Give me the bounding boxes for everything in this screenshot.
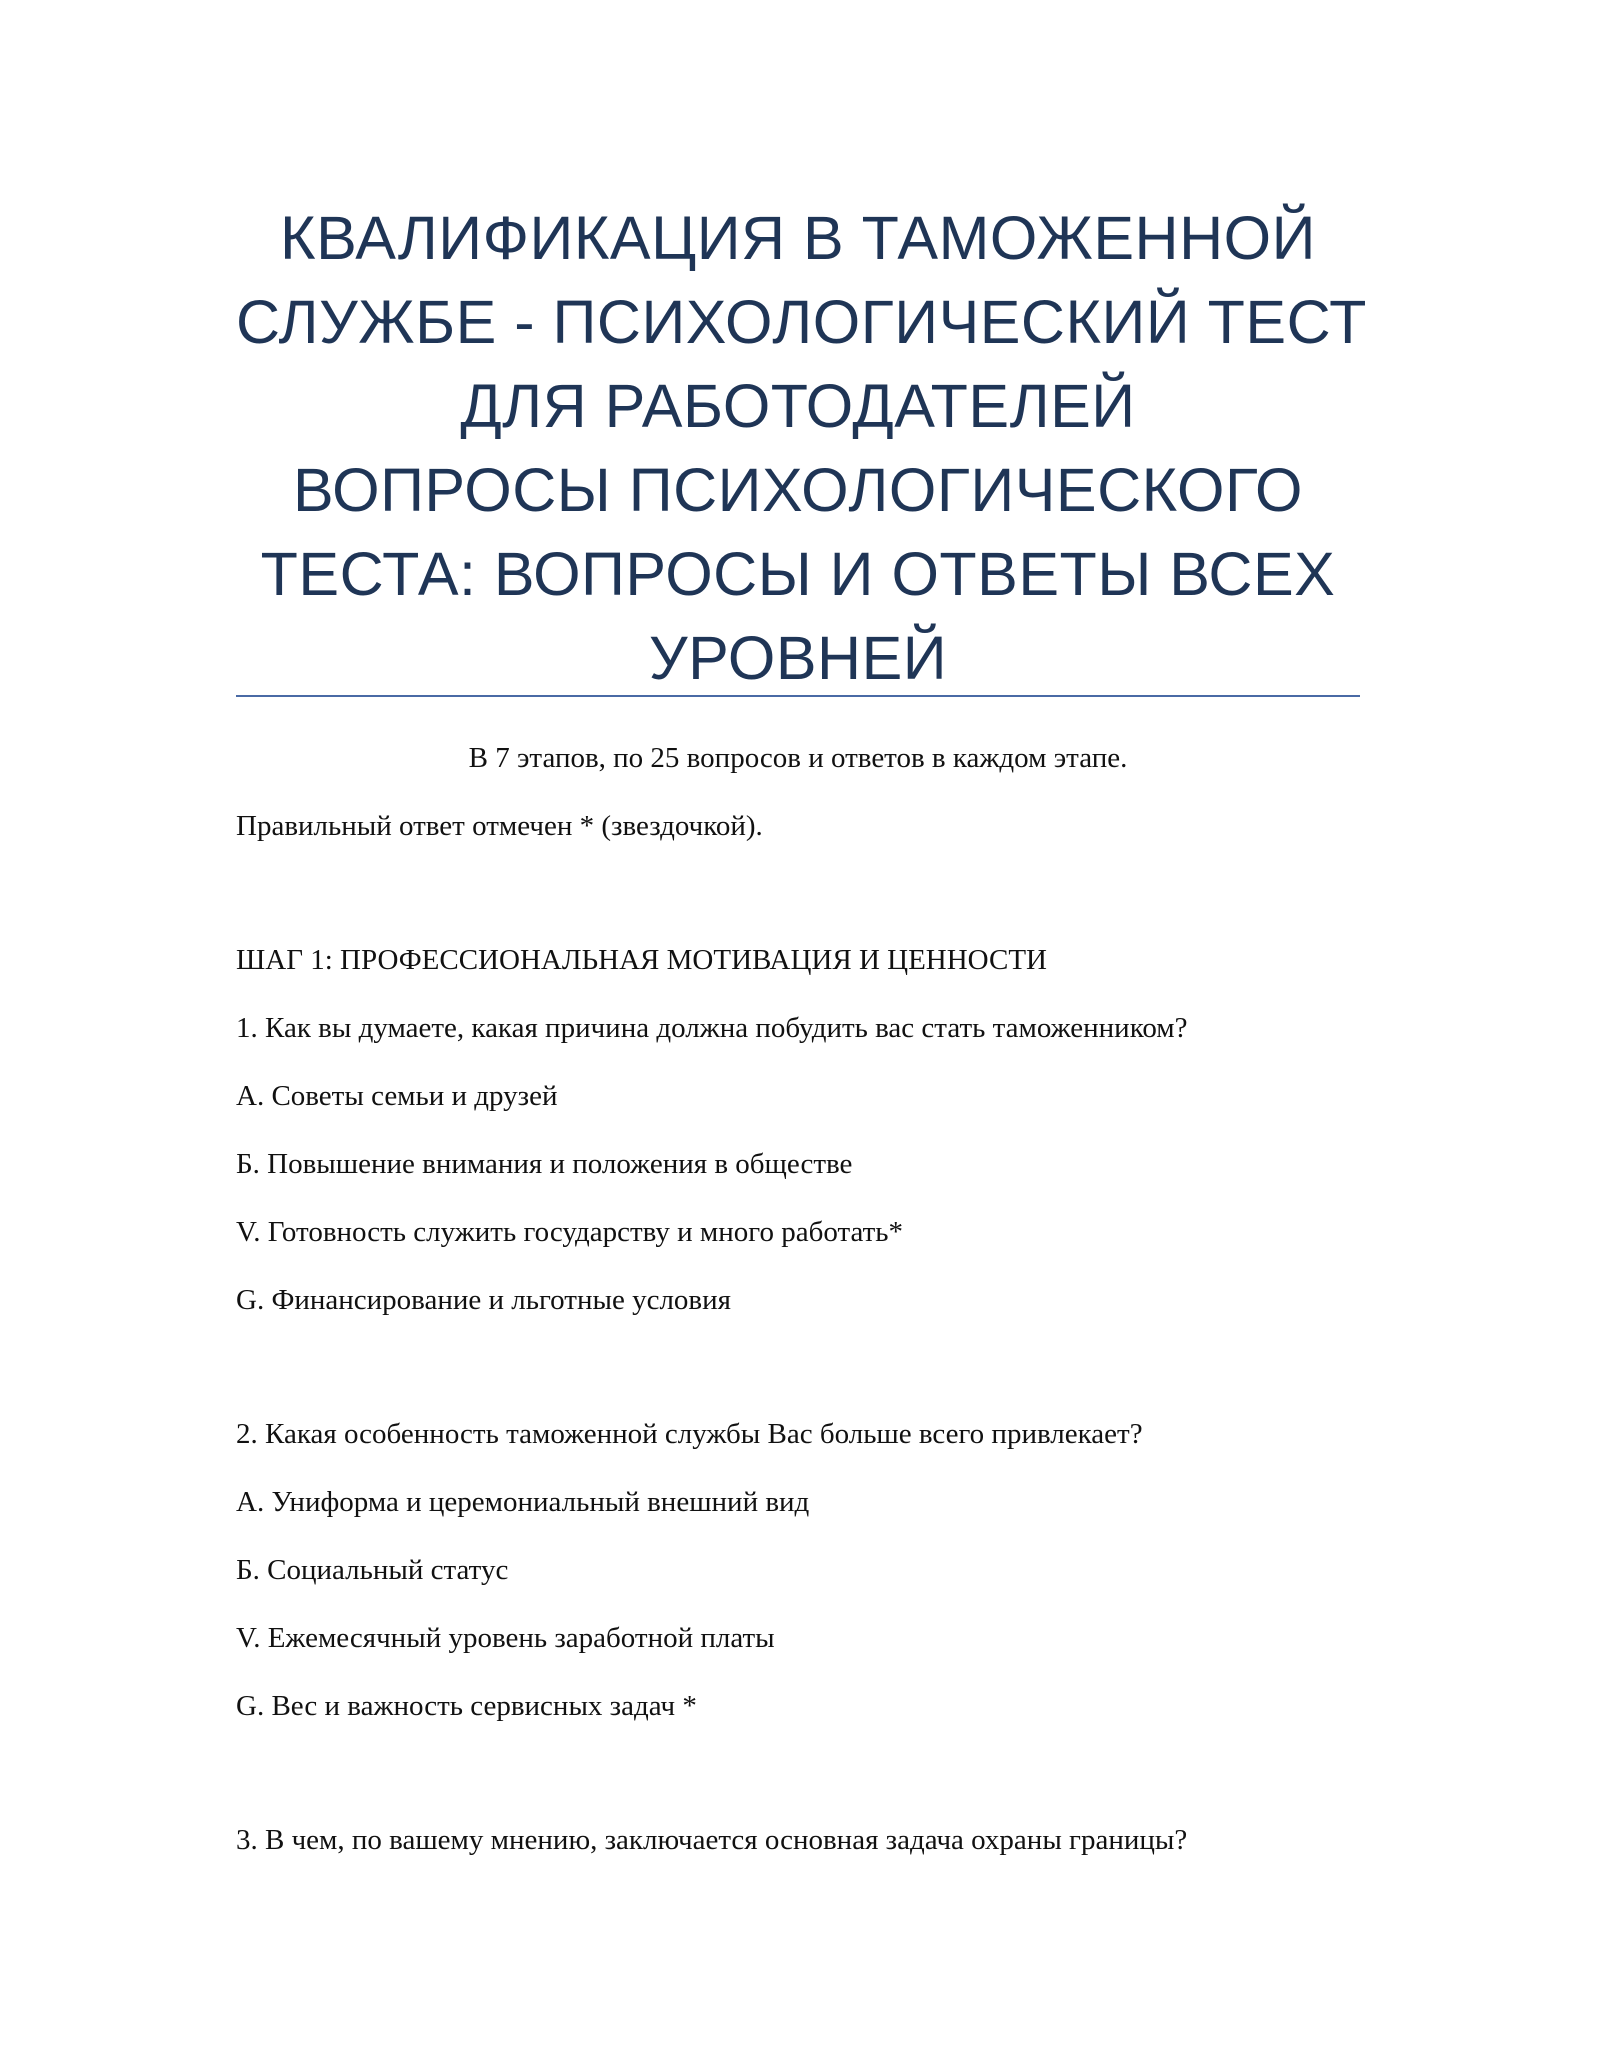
question-2-option-g: G. Вес и важность сервисных задач * [236,1690,697,1722]
question-1-option-b: Б. Повышение внимания и положения в обществе [236,1148,853,1180]
intro-text: В 7 этапов, по 25 вопросов и ответов в каждом этапе. [468,742,1128,774]
question-3: 3. В чем, по вашему мнению, заключается основная задача охраны границы? [236,1824,1188,1856]
question-2-option-a: A. Униформа и церемониальный внешний вид [236,1486,810,1518]
question-1-option-v: V. Готовность служить государству и много работать* [236,1216,903,1248]
question-2-option-b: Б. Социальный статус [236,1554,509,1586]
title-divider [236,695,1360,697]
title-line: ДЛЯ РАБОТОДАТЕЛЕЙ [460,372,1136,440]
title-line: ТЕСТА: ВОПРОСЫ И ОТВЕТЫ ВСЕХ [260,540,1336,608]
question-2: 2. Какая особенность таможенной службы Вас больше всего привлекает? [236,1418,1143,1450]
question-2-option-v: V. Ежемесячный уровень заработной платы [236,1622,775,1654]
title-line: ВОПРОСЫ ПСИХОЛОГИЧЕСКОГО [292,456,1303,524]
question-1: 1. Как вы думаете, какая причина должна побудить вас стать таможенником? [236,1012,1188,1044]
question-1-option-g: G. Финансирование и льготные условия [236,1284,731,1316]
answer-note: Правильный ответ отмечен * (звездочкой). [236,810,763,842]
document-title [236,196,1367,700]
title-line: СЛУЖБЕ - ПСИХОЛОГИЧЕСКИЙ ТЕСТ [236,288,1367,356]
title-line: УРОВНЕЙ [648,624,948,692]
title-line: КВАЛИФИКАЦИЯ В ТАМОЖЕННОЙ [280,204,1316,272]
step-heading: ШАГ 1: ПРОФЕССИОНАЛЬНАЯ МОТИВАЦИЯ И ЦЕННОСТИ [236,944,1047,976]
question-1-option-a: A. Советы семьи и друзей [236,1080,558,1112]
